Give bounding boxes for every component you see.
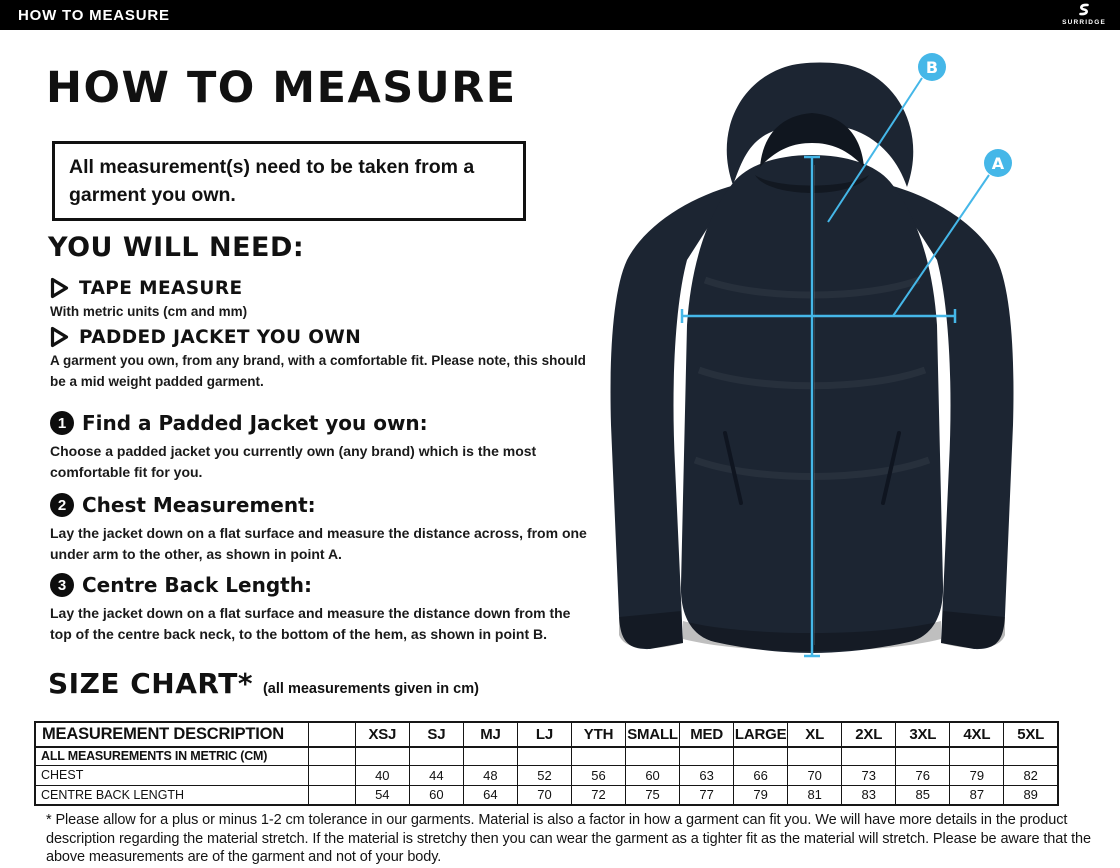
size-chart-note-row-cell (896, 747, 950, 765)
size-chart-note-row-cell (734, 747, 788, 765)
size-chart-data-row-cell: 54 (355, 785, 409, 805)
size-chart-header-row-cell: 5XL (1004, 722, 1058, 747)
size-chart-note-row-cell (950, 747, 1004, 765)
size-chart-data-row-cell: 63 (680, 765, 734, 785)
size-chart-data-row-cell: 72 (571, 785, 625, 805)
size-chart-data-row-cell: 83 (842, 785, 896, 805)
need-item-padded-jacket (50, 326, 595, 392)
size-chart-data-row-cell: 79 (950, 765, 1004, 785)
size-chart-data-row-cell: 85 (896, 785, 950, 805)
size-chart-header-row-label: MEASUREMENT DESCRIPTION (35, 722, 308, 747)
step-title: Find a Padded Jacket you own: (82, 411, 428, 435)
size-chart-header-row-cell: 4XL (950, 722, 1004, 747)
size-chart-note-row-cell (409, 747, 463, 765)
notice-box: All measurement(s) need to be taken from a garment you own. (52, 141, 526, 221)
size-chart-title: SIZE CHART* (48, 667, 253, 700)
step-title: Chest Measurement: (82, 493, 316, 517)
need-item-description: With metric units (cm and mm) (50, 304, 248, 319)
size-chart-header-row-cell: XSJ (355, 722, 409, 747)
size-chart-note-row-label: ALL MEASUREMENTS IN METRIC (CM) (35, 747, 308, 765)
step-number-badge: 3 (50, 573, 74, 597)
size-chart-header-row-cell: SJ (409, 722, 463, 747)
size-chart-note-row-cell (788, 747, 842, 765)
need-item-title: TAPE MEASURE (79, 277, 243, 299)
size-chart-data-row-cell: 89 (1004, 785, 1058, 805)
top-bar-title: HOW TO MEASURE (18, 6, 170, 24)
size-chart-header-row-cell: MED (680, 722, 734, 747)
size-chart-data-row-cell: 82 (1004, 765, 1058, 785)
step-number-badge: 1 (50, 411, 74, 435)
size-chart-data-row-cell (308, 785, 355, 805)
you-will-need-heading: YOU WILL NEED: (48, 232, 305, 263)
padded-jacket-illustration (595, 25, 1065, 675)
size-chart-note-row (35, 747, 1058, 765)
need-item-tape-measure (50, 277, 247, 323)
size-chart-subtitle: (all measurements given in cm) (262, 681, 479, 697)
need-item-title: PADDED JACKET YOU OWN (79, 326, 362, 348)
size-chart-note-row-cell (355, 747, 409, 765)
size-chart-data-row-cell: 56 (571, 765, 625, 785)
size-chart-data-row-cell: 60 (626, 765, 680, 785)
size-chart-data-row (35, 785, 1058, 805)
page-title: HOW TO MEASURE (46, 63, 517, 113)
size-chart-data-row-cell: 44 (409, 765, 463, 785)
triangle-bullet-icon (50, 277, 70, 299)
triangle-bullet-icon (50, 326, 70, 348)
brand-logo (1062, 3, 1106, 27)
size-chart-note-row-cell (463, 747, 517, 765)
size-chart-header-row (35, 722, 1058, 747)
size-chart-header-row-cell: 3XL (896, 722, 950, 747)
size-chart-header-row-cell: MJ (463, 722, 517, 747)
brand-logo-text: SURRIDGE (1062, 19, 1106, 27)
size-chart-data-row-cell: 66 (734, 765, 788, 785)
point-a-label: A (991, 154, 1005, 173)
size-chart-note-row-cell (842, 747, 896, 765)
size-chart-data-row-cell: 73 (842, 765, 896, 785)
size-chart-data-row-label: CHEST (35, 765, 308, 785)
size-chart-data-row-cell: 52 (517, 765, 571, 785)
surridge-s-icon (1074, 3, 1094, 19)
size-chart-header-row-cell: XL (788, 722, 842, 747)
size-chart-data-row-cell (308, 765, 355, 785)
size-chart-note-row-cell (517, 747, 571, 765)
size-chart-data-row (35, 765, 1058, 785)
size-chart-note-row-cell (680, 747, 734, 765)
size-chart-data-row-cell: 70 (517, 785, 571, 805)
size-chart-header-row-cell: LJ (517, 722, 571, 747)
size-chart-note-row-cell (626, 747, 680, 765)
size-chart-header-row-cell (308, 722, 355, 747)
step-number-badge: 2 (50, 493, 74, 517)
size-chart-heading (48, 667, 479, 700)
step-description: Lay the jacket down on a flat surface and measure the distance across, from one under arm to the other, as shown in point A. (50, 525, 587, 562)
size-chart-header-row-cell: SMALL (626, 722, 680, 747)
size-chart-header-row-cell: YTH (571, 722, 625, 747)
step-description: Lay the jacket down on a flat surface and measure the distance down from the top of the centre back neck, to the bottom of the hem, as shown in point B. (50, 605, 571, 642)
size-chart-data-row-cell: 70 (788, 765, 842, 785)
size-chart-note-row-cell (1004, 747, 1058, 765)
footnote-text: * Please allow for a plus or minus 1-2 cm tolerance in our garments. Material is also a factor in how a garment can fit you. We will have more details in the product description regarding the material stretch. If the material is stretchy then you can wear the garment as a tighter fit as the material will stretch. Please be aware that the above measurements are of the garment and not of your body. (46, 812, 1091, 865)
jacket-measurement-diagram (595, 25, 1065, 675)
size-chart-note-row-cell (308, 747, 355, 765)
size-chart-header-row-cell: 2XL (842, 722, 896, 747)
size-chart-data-row-cell: 75 (626, 785, 680, 805)
step-title: Centre Back Length: (82, 573, 312, 597)
size-chart-data-row-cell: 77 (680, 785, 734, 805)
step-description: Choose a padded jacket you currently own (any brand) which is the most comfortable fit for you. (50, 443, 537, 480)
step-1 (50, 411, 550, 483)
size-chart-data-row-cell: 40 (355, 765, 409, 785)
size-chart-note-row-cell (571, 747, 625, 765)
point-b-label: B (925, 58, 939, 77)
size-chart-data-row-cell: 64 (463, 785, 517, 805)
step-3 (50, 573, 595, 645)
size-chart-header-row-cell: LARGE (734, 722, 788, 747)
size-chart-table (34, 721, 1059, 806)
size-chart-data-row-cell: 48 (463, 765, 517, 785)
size-chart-data-row-label: CENTRE BACK LENGTH (35, 785, 308, 805)
step-2 (50, 493, 610, 565)
size-chart-data-row-cell: 87 (950, 785, 1004, 805)
size-chart-data-row-cell: 79 (734, 785, 788, 805)
size-chart-data-row-cell: 81 (788, 785, 842, 805)
need-item-description: A garment you own, from any brand, with a comfortable fit. Please note, this should be a mid weight padded garment. (50, 353, 586, 389)
size-chart-data-row-cell: 60 (409, 785, 463, 805)
size-chart-data-row-cell: 76 (896, 765, 950, 785)
